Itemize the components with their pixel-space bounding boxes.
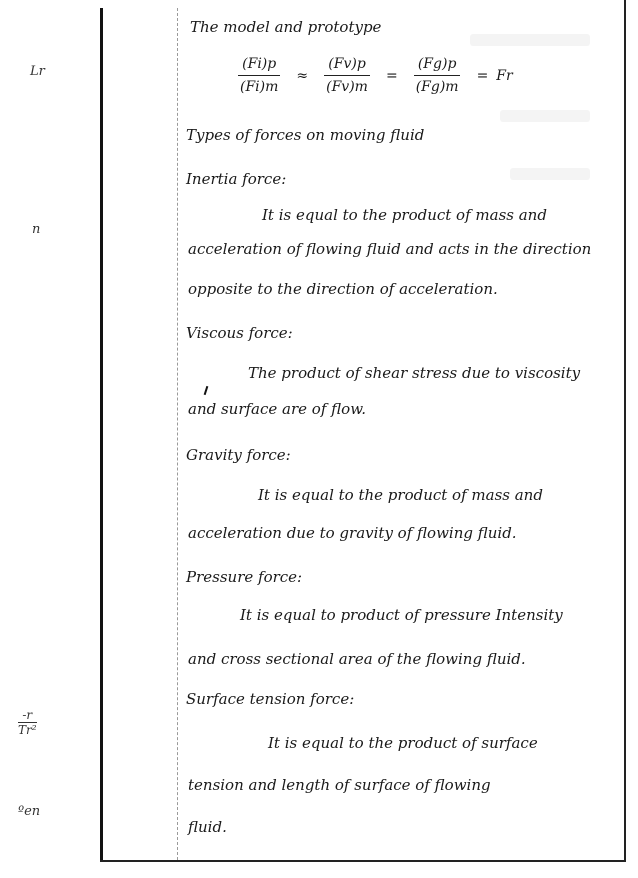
bleed-through-mark	[510, 168, 590, 180]
margin-note: Lr	[30, 64, 45, 79]
page-edge-bottom	[100, 860, 626, 862]
similarity-formula	[230, 56, 513, 95]
denominator: (Fi)m	[240, 79, 279, 95]
operator: =	[385, 67, 398, 84]
page-title: The model and prototype	[190, 18, 382, 36]
numerator: (Fv)p	[324, 56, 370, 76]
text-line: It is equal to the product of mass and	[262, 206, 547, 224]
margin-note: ºen	[18, 804, 41, 819]
fraction-gravity	[412, 56, 463, 95]
numerator: (Fi)p	[238, 56, 280, 76]
text-line: opposite to the direction of acceleration.	[188, 280, 498, 298]
fraction-viscous	[322, 56, 372, 95]
bleed-through-mark	[500, 110, 590, 122]
text-line: tension and length of surface of flowing	[188, 776, 491, 794]
margin-line	[177, 8, 178, 860]
operator: ≈	[296, 67, 309, 84]
text-line: It is equal to the product of mass and	[258, 486, 543, 504]
text-line: and surface are of flow.	[188, 400, 367, 418]
bleed-through-mark	[470, 34, 590, 46]
denominator: (Fv)m	[326, 79, 368, 95]
margin-note: -r	[18, 708, 37, 723]
pressure-heading: Pressure force:	[186, 568, 303, 586]
tick-mark	[204, 386, 209, 395]
text-line: acceleration due to gravity of flowing fluid.	[188, 524, 517, 542]
numerator: (Fg)p	[414, 56, 461, 76]
viscous-heading: Viscous force:	[186, 324, 293, 342]
gravity-heading: Gravity force:	[186, 446, 291, 464]
margin-fraction	[18, 708, 37, 737]
fraction-inertia	[236, 56, 282, 95]
section-heading: Types of forces on moving fluid	[186, 126, 425, 144]
text-line: The product of shear stress due to viscosity	[248, 364, 581, 382]
operator: =	[476, 67, 489, 84]
text-line: acceleration of flowing fluid and acts in the direction	[188, 240, 592, 258]
margin-note: Tr²	[18, 723, 37, 737]
page-edge-right	[624, 0, 626, 862]
text-line: It is equal to the product of surface	[268, 734, 538, 752]
text-line: fluid.	[188, 818, 227, 836]
surface-tension-heading: Surface tension force:	[186, 690, 355, 708]
denominator: (Fg)m	[415, 79, 459, 95]
text-line: and cross sectional area of the flowing fluid.	[188, 650, 526, 668]
inertia-heading: Inertia force:	[186, 170, 287, 188]
binding-line	[100, 8, 103, 860]
margin-note: n	[32, 222, 41, 237]
text-line: It is equal to product of pressure Intensity	[240, 606, 563, 624]
froude-number: Fr	[496, 67, 513, 84]
